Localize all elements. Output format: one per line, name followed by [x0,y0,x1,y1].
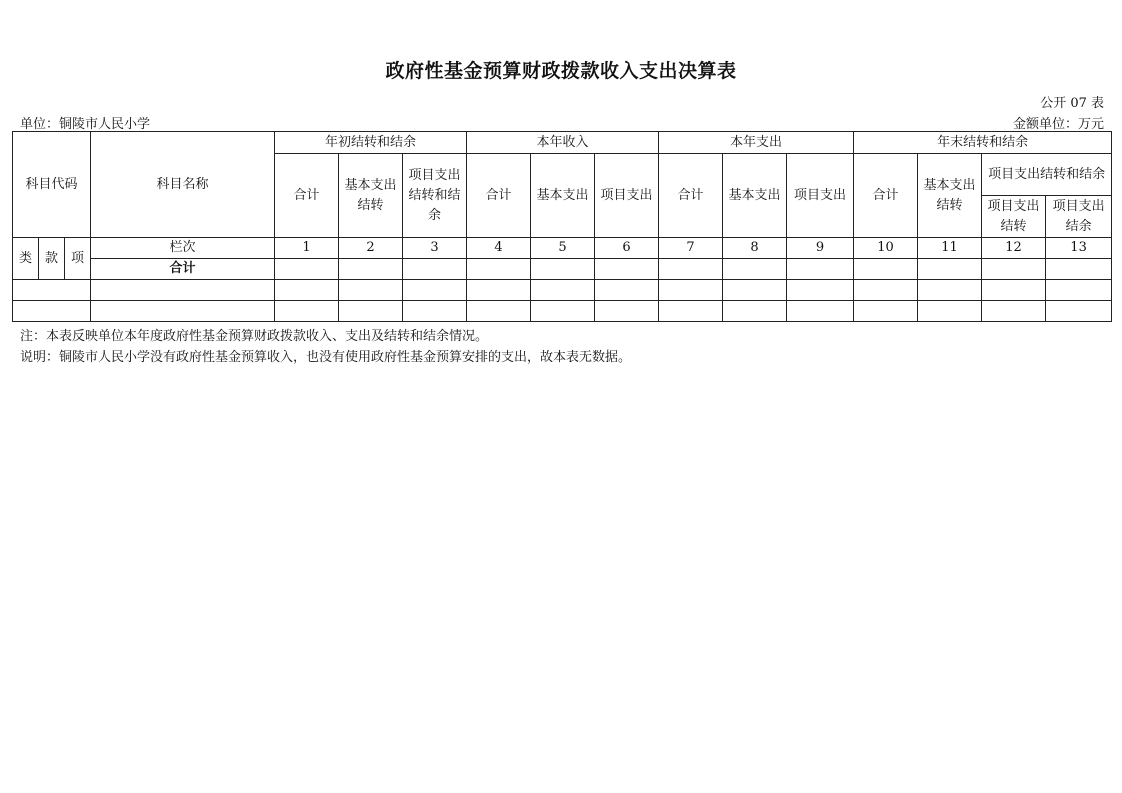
opening-balance-header: 年初结转和结余 [275,132,467,154]
lanci-cell: 11 [918,238,982,259]
subject-code-header: 科目代码 [13,132,91,238]
opening-project-header: 项目支出结转和结余 [403,154,467,238]
lanci-cell: 7 [659,238,723,259]
table-cell [659,259,723,280]
table-cell [91,301,275,322]
table-cell [91,280,275,301]
table-cell [1046,280,1112,301]
total-row [13,259,1112,280]
unit-row [20,113,1104,131]
table-cell [982,259,1046,280]
form-code: 公开 07 表 [1040,96,1104,111]
closing-total-header: 合计 [854,154,918,238]
notes [20,326,631,368]
table-cell [1046,301,1112,322]
lanci-cell: 4 [467,238,531,259]
table-cell [723,259,787,280]
table-cell [467,280,531,301]
header-row-1 [13,132,1112,154]
table-cell [595,280,659,301]
opening-total-header: 合计 [275,154,339,238]
income-total-header: 合计 [467,154,531,238]
total-row-label: 合计 [91,259,275,280]
table-cell [531,301,595,322]
closing-project-carryover-header: 项目支出结转 [982,196,1046,238]
lanci-label: 栏次 [91,238,275,259]
page-title: 政府性基金预算财政拨款收入支出决算表 [385,60,737,82]
lanci-cell: 6 [595,238,659,259]
income-basic-header: 基本支出 [531,154,595,238]
lanci-cell: 1 [275,238,339,259]
table-cell [339,280,403,301]
table-cell [918,259,982,280]
lanci-row [13,238,1112,259]
table-cell [918,301,982,322]
code-lei: 类 [13,238,39,280]
table-cell [659,280,723,301]
table-cell [854,259,918,280]
table-cell [467,259,531,280]
table-cell [531,259,595,280]
lanci-cell: 3 [403,238,467,259]
closing-project-balance-header: 项目支出结余 [1046,196,1112,238]
table-cell [1046,259,1112,280]
lanci-cell: 5 [531,238,595,259]
table-cell [339,259,403,280]
table-cell [723,301,787,322]
table-cell [787,259,854,280]
table-cell [403,259,467,280]
table-row [13,280,1112,301]
table-row [13,301,1112,322]
table-cell [339,301,403,322]
table-cell [918,280,982,301]
table-cell [13,280,91,301]
table-cell [659,301,723,322]
table-cell [531,280,595,301]
explanation-line: 说明：铜陵市人民小学没有政府性基金预算收入，也没有使用政府性基金预算安排的支出，故本表无数据。 [20,350,632,365]
lanci-cell: 9 [787,238,854,259]
opening-basic-header: 基本支出结转 [339,154,403,238]
reporting-unit: 单位：铜陵市人民小学 [20,117,151,132]
current-income-header: 本年收入 [467,132,659,154]
table-cell [595,301,659,322]
table-cell [403,280,467,301]
code-xiang: 项 [65,238,91,280]
expense-project-header: 项目支出 [787,154,854,238]
table-cell [787,280,854,301]
budget-table [12,131,1112,322]
table-cell [787,301,854,322]
table-cell [595,259,659,280]
current-expense-header: 本年支出 [659,132,854,154]
amount-unit: 金额单位：万元 [1012,117,1104,132]
lanci-cell: 12 [982,238,1046,259]
income-project-header: 项目支出 [595,154,659,238]
note-line: 注：本表反映单位本年度政府性基金预算财政拨款收入、支出及结转和结余情况。 [20,329,489,344]
lanci-cell: 8 [723,238,787,259]
table-cell [275,259,339,280]
lanci-cell: 2 [339,238,403,259]
table-cell [403,301,467,322]
table-cell [723,280,787,301]
table-cell [467,301,531,322]
table-cell [275,280,339,301]
table-cell [854,301,918,322]
table-cell [854,280,918,301]
closing-basic-header: 基本支出结转 [918,154,982,238]
table-cell [13,301,91,322]
expense-total-header: 合计 [659,154,723,238]
closing-balance-header: 年末结转和结余 [854,132,1112,154]
code-kuan: 款 [39,238,65,280]
table-cell [982,280,1046,301]
closing-project-header: 项目支出结转和结余 [982,154,1112,196]
lanci-cell: 10 [854,238,918,259]
subject-name-header: 科目名称 [91,132,275,238]
table-cell [982,301,1046,322]
lanci-cell: 13 [1046,238,1112,259]
expense-basic-header: 基本支出 [723,154,787,238]
table-cell [275,301,339,322]
